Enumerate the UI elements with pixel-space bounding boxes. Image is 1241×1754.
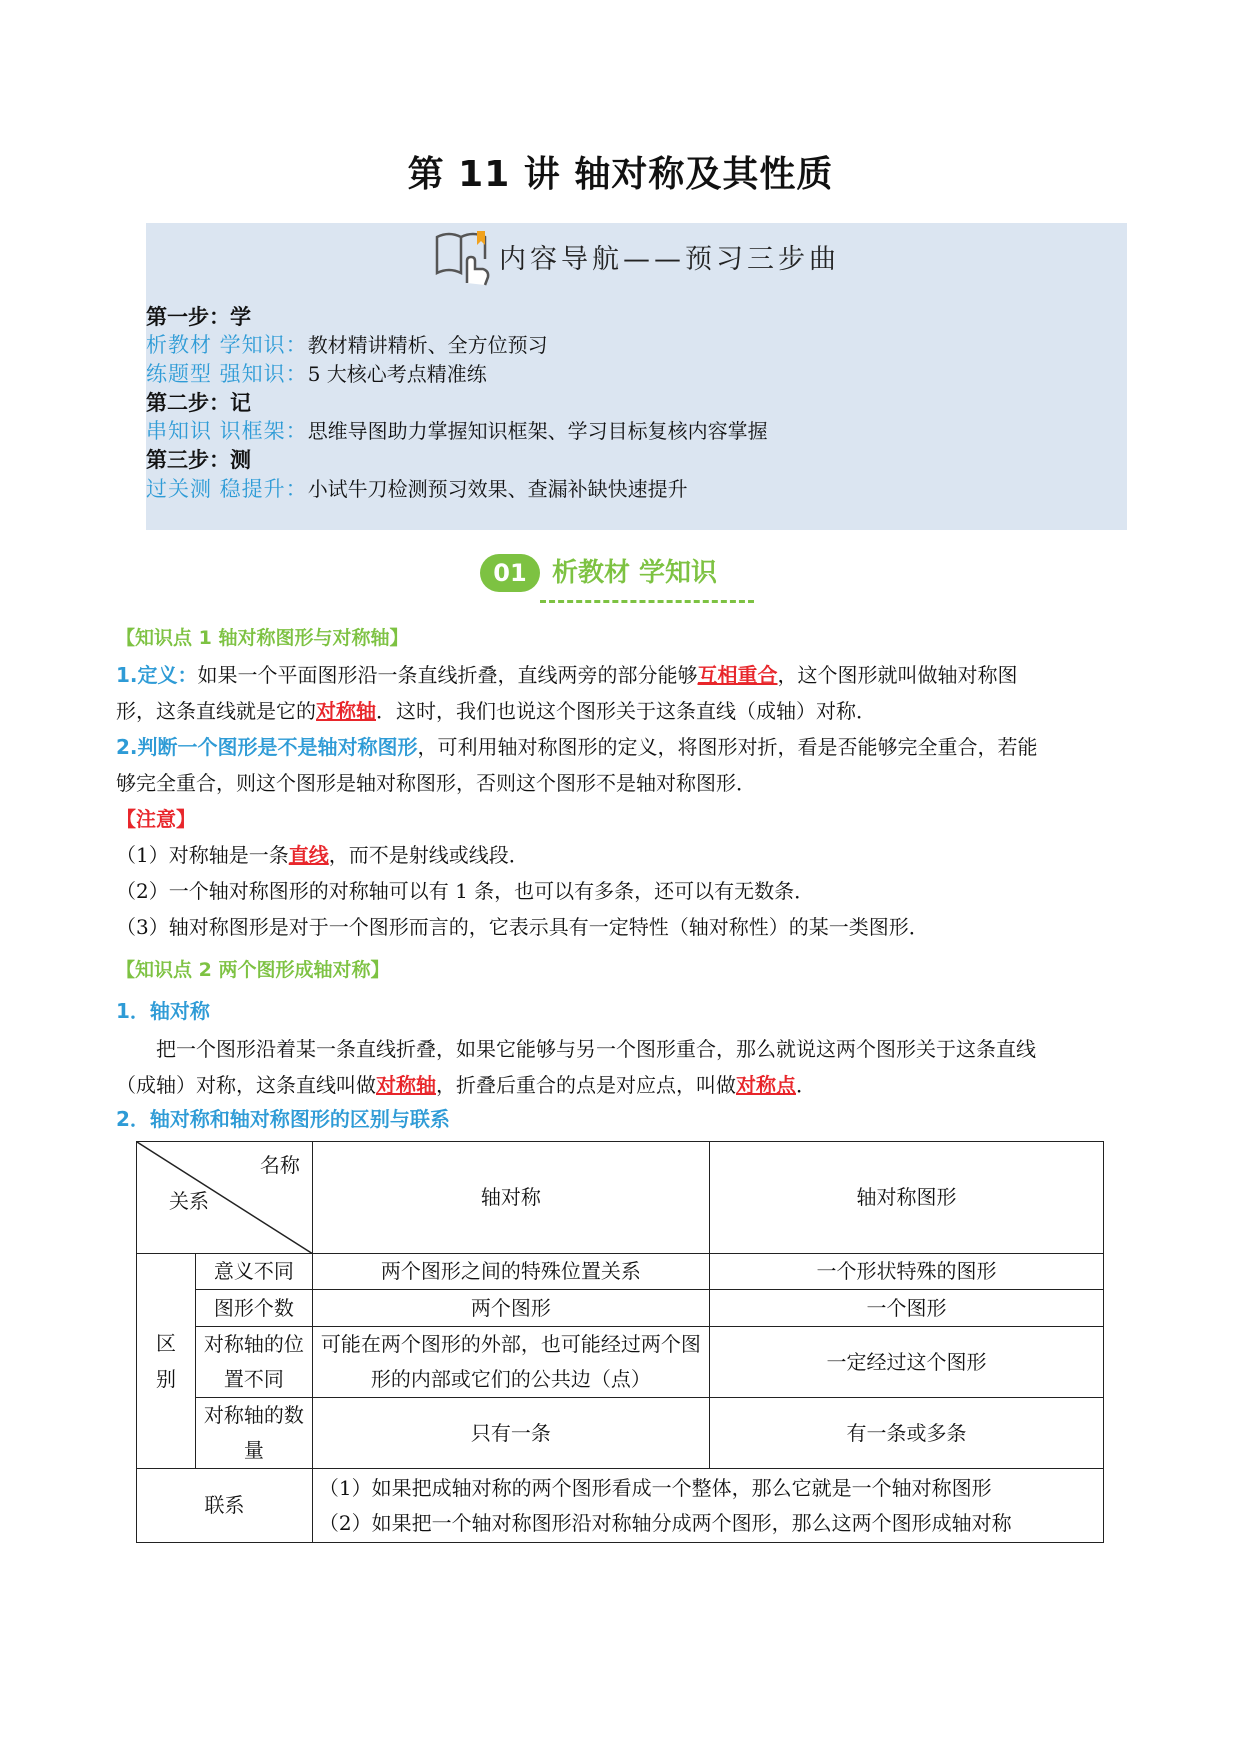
kp1-definition	[116, 657, 1126, 729]
definition-text-c: ，这个图形就叫做轴对称图	[777, 663, 1018, 687]
kp2-heading-1	[116, 993, 1126, 1029]
nav-line-3-label: 串知识 识框架：	[146, 419, 308, 443]
section-number-badge: 01	[480, 554, 540, 592]
kp2-heading-1-text: 1．轴对称	[116, 999, 210, 1023]
kp2-paragraph-text-a: 把一个图形沿着某一条直线折叠，如果它能够与另一个图形重合，那么就说这两个图形关于这条直线	[156, 1037, 1036, 1061]
keyword-axis: 对称轴	[316, 699, 376, 723]
nav-line-4-label: 过关测 稳提升：	[146, 477, 308, 501]
corner-top-label: 名称	[259, 1153, 300, 1177]
note-1-text-a: （1）对称轴是一条	[116, 843, 289, 867]
kp2-paragraph	[116, 1031, 1126, 1103]
navigation-header	[146, 223, 1127, 289]
row-label: 图形个数	[195, 1290, 312, 1327]
row-cell-b: 一个形状特殊的图形	[709, 1254, 1103, 1290]
row-cell-a: 只有一条	[312, 1398, 709, 1469]
section-underline	[540, 600, 754, 603]
link-label: 联系	[137, 1469, 313, 1543]
link-item-2: （2）如果把一个轴对称图形沿对称轴分成两个图形，那么这两个图形成轴对称	[318, 1510, 1012, 1535]
row-cell-a-text: 可能在两个图形的外部，也可能经过两个图形的内部或它们的公共边（点）	[320, 1332, 701, 1391]
difference-label	[137, 1254, 196, 1469]
note-1	[116, 837, 1126, 873]
kp1-title-text: 【知识点 1 轴对称图形与对称轴】	[116, 627, 409, 649]
nav-line-1-text: 教材精讲精析、全方位预习	[307, 333, 548, 357]
table-row	[137, 1254, 1104, 1290]
kp2-paragraph-text-d: ，折叠后重合的点是对应点，叫做	[436, 1073, 736, 1097]
table-link-row	[137, 1469, 1104, 1543]
table-row	[137, 1327, 1104, 1398]
table-header-row	[137, 1142, 1104, 1254]
kp2-title	[116, 951, 1126, 988]
kp2-heading-2	[116, 1101, 1126, 1137]
kp2-paragraph-text-b: （成轴）对称，这条直线叫做	[116, 1073, 376, 1097]
row-label	[195, 1327, 312, 1398]
navigation-header-text: 内容导航——预习三步曲	[499, 243, 840, 275]
nav-line-1	[146, 331, 548, 359]
judge-label: 2.判断一个图形是不是轴对称图形	[116, 735, 418, 759]
step2-heading: 第二步：记	[146, 391, 251, 415]
row-cell-b: 一定经过这个图形	[709, 1327, 1103, 1398]
row-label: 意义不同	[195, 1254, 312, 1290]
judge-text-a: ，可利用轴对称图形的定义，将图形对折，看是否能够完全重合，若能	[417, 735, 1038, 759]
note-heading	[116, 801, 1126, 837]
nav-line-2-text: 5 大核心考点精准练	[307, 362, 487, 386]
row-cell-b: 一个图形	[709, 1290, 1103, 1327]
note-1-text-c: ，而不是射线或线段．	[328, 843, 529, 867]
nav-line-3	[146, 417, 768, 445]
nav-line-2-label: 练题型 强知识：	[146, 362, 308, 386]
judge-text-b: 够完全重合，则这个图形是轴对称图形，否则这个图形不是轴对称图形．	[116, 771, 756, 795]
row-cell-a	[312, 1327, 709, 1398]
step1-heading: 第一步：学	[146, 305, 251, 329]
kp1-title	[116, 619, 1126, 656]
row-label-text: 对称轴的位置不同	[203, 1332, 304, 1391]
table-corner-cell	[137, 1142, 313, 1254]
nav-line-1-label: 析教材 学知识：	[146, 333, 308, 357]
note-2: （2）一个轴对称图形的对称轴可以有 1 条，也可以有多条，还可以有无数条．	[116, 879, 815, 903]
kp1-judge	[116, 729, 1126, 801]
link-item-1: （1）如果把成轴对称的两个图形看成一个整体，那么它就是一个轴对称图形	[318, 1475, 992, 1500]
nav-line-3-text: 思维导图助力掌握知识框架、学习目标复核内容掌握	[307, 419, 768, 443]
note-3: （3）轴对称图形是对于一个图形而言的，它表示具有一定特性（轴对称性）的某一类图形．	[116, 915, 929, 939]
row-cell-b: 有一条或多条	[709, 1398, 1103, 1469]
nav-line-4	[146, 475, 688, 503]
comparison-table	[136, 1141, 1104, 1543]
page-title: 第 11 讲 轴对称及其性质	[407, 154, 834, 195]
link-content	[312, 1469, 1103, 1543]
definition-label: 1.定义：	[116, 663, 198, 687]
row-cell-a: 两个图形之间的特殊位置关系	[312, 1254, 709, 1290]
kp2-title-text: 【知识点 2 两个图形成轴对称】	[116, 959, 390, 981]
corner-bottom-label: 关系	[169, 1189, 209, 1213]
keyword-symmetric-point: 对称点	[736, 1073, 796, 1097]
row-cell-a: 两个图形	[312, 1290, 709, 1327]
keyword-coincide: 互相重合	[697, 663, 778, 687]
header-axisymmetric-figure: 轴对称图形	[709, 1142, 1103, 1254]
note-label: 【注意】	[116, 807, 196, 831]
keyword-line: 直线	[288, 843, 329, 867]
kp2-paragraph-text-f: ．	[796, 1073, 816, 1097]
kp2-heading-2-text: 2．轴对称和轴对称图形的区别与联系	[116, 1107, 450, 1131]
nav-line-4-text: 小试牛刀检测预习效果、查漏补缺快速提升	[307, 477, 688, 501]
definition-text-f: ．这时，我们也说这个图形关于这条直线（成轴）对称．	[376, 699, 876, 723]
definition-text-d: 形，这条直线就是它的	[116, 699, 316, 723]
keyword-symmetry-axis: 对称轴	[376, 1073, 436, 1097]
step3-heading: 第三步：测	[146, 448, 251, 472]
section-title: 析教材 学知识	[552, 558, 718, 588]
header-axial-symmetry: 轴对称	[312, 1142, 709, 1254]
section-banner	[480, 548, 760, 608]
table-row	[137, 1290, 1104, 1327]
definition-text-a: 如果一个平面图形沿一条直线折叠，直线两旁的部分能够	[197, 663, 698, 687]
row-label	[195, 1398, 312, 1469]
book-hand-icon	[433, 225, 493, 287]
table-row	[137, 1398, 1104, 1469]
nav-line-2	[146, 360, 487, 388]
row-label-text: 对称轴的数量	[203, 1403, 304, 1462]
difference-label-text: 区别	[155, 1331, 176, 1391]
